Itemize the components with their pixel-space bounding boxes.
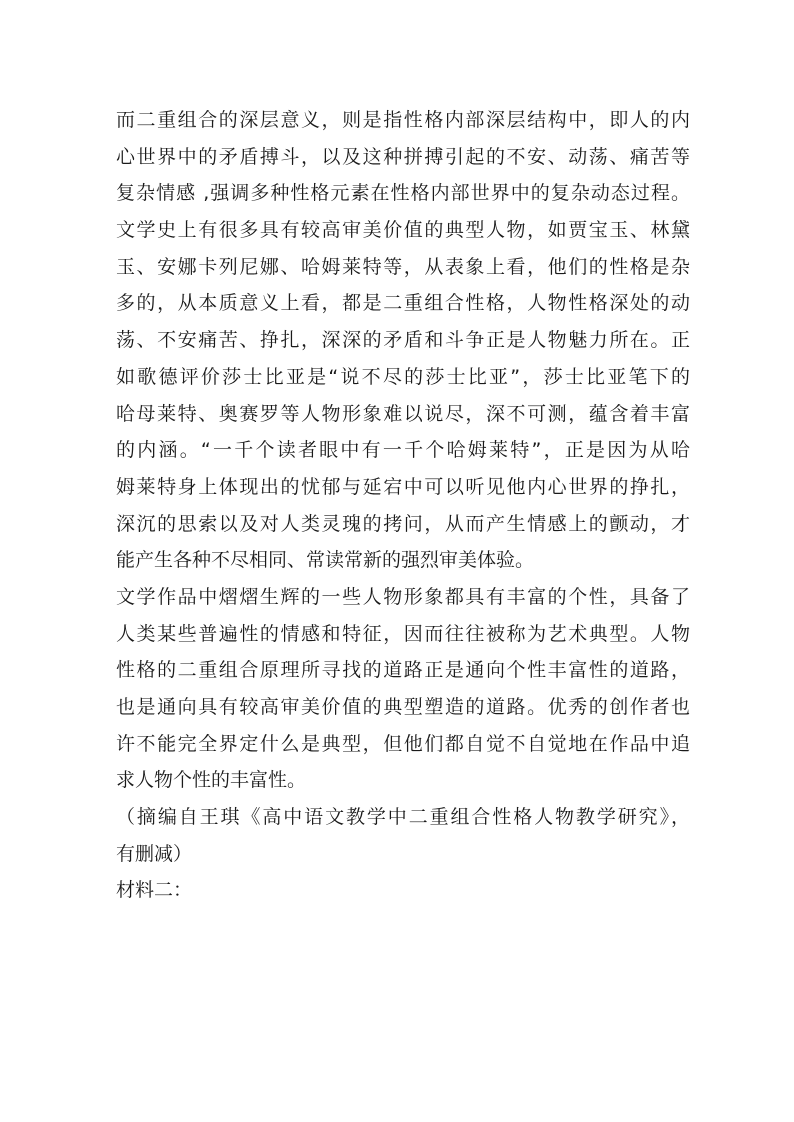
text-line: 也是通向具有较高审美价值的典型塑造的道路。优秀的创作者也	[116, 696, 690, 718]
text-line: 如歌德评价莎士比亚是“说不尽的莎士比亚”，莎士比亚笔下的	[116, 365, 690, 388]
text-line: 求人物个性的丰富性。	[116, 769, 307, 792]
text-line: 文学作品中熠熠生辉的一些人物形象都具有丰富的个性，具备了	[116, 585, 690, 608]
citation-line: （摘编自王琪《高中语文教学中二重组合性格人物教学研究》，	[116, 806, 690, 829]
text-line: 人类某些普遍性的情感和特征，因而往往被称为艺术典型。人物	[116, 622, 690, 645]
text-line: 深沉的思索以及对人类灵瑰的拷问，从而产生情感上的颤动，才	[116, 512, 690, 535]
text-line: 玉、安娜卡列尼娜、哈姆莱特等，从表象上看，他们的性格是杂	[116, 255, 690, 278]
citation-line: 有删减）	[116, 842, 193, 865]
text-line: 复杂情感 ,强调多种性格元素在性格内部世界中的复杂动态过程。	[116, 182, 690, 205]
document-body	[116, 102, 690, 909]
text-line: 的内涵。“一千个读者眼中有一千个哈姆莱特”，正是因为从哈	[116, 439, 690, 462]
text-line: 能产生各种不尽相同、常读常新的强烈审美体验。	[116, 549, 535, 572]
section-heading: 材料二：	[116, 879, 193, 902]
text-line: 姆莱特身上体现出的忧郁与延宕中可以听见他内心世界的挣扎，	[116, 475, 690, 498]
text-line: 许不能完全界定什么是典型，但他们都自觉不自觉地在作品中追	[116, 732, 690, 755]
text-line: 心世界中的矛盾搏斗，以及这种拼搏引起的不安、动荡、痛苦等	[116, 145, 690, 168]
text-line: 而二重组合的深层意义，则是指性格内部深层结构中，即人的内	[116, 109, 690, 131]
text-line: 哈母莱特、奥赛罗等人物形象难以说尽，深不可测，蕴含着丰富	[116, 402, 690, 425]
text-line: 文学史上有很多具有较高审美价值的典型人物，如贾宝玉、林黛	[116, 219, 690, 242]
text-line: 荡、不安痛苦、挣扎，深深的矛盾和斗争正是人物魅力所在。正	[116, 329, 690, 352]
text-line: 性格的二重组合原理所寻找的道路正是通向个性丰富性的道路，	[116, 659, 690, 682]
text-line: 多的，从本质意义上看，都是二重组合性格，人物性格深处的动	[116, 292, 690, 315]
